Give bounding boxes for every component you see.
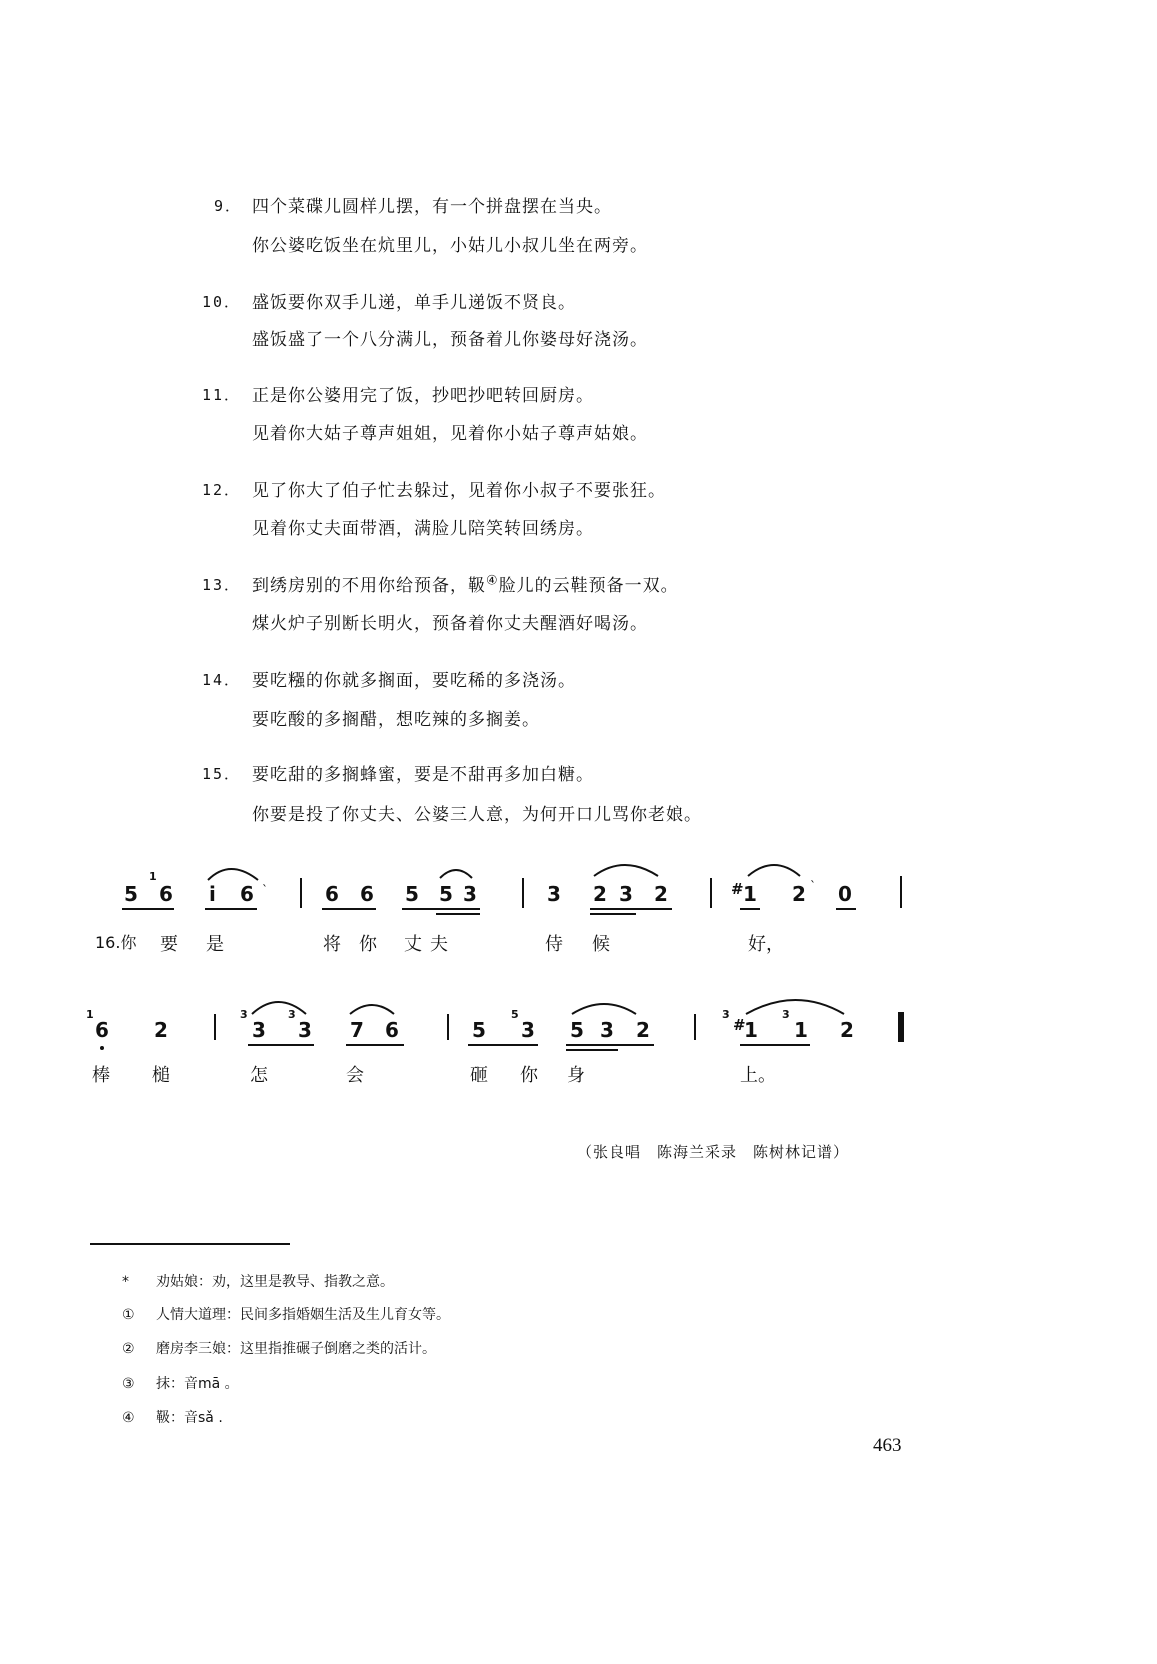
note: 6: [95, 1018, 109, 1042]
underline: [566, 1049, 618, 1051]
underline: [248, 1044, 314, 1046]
barline: [300, 878, 302, 908]
lyric: 上。: [740, 1065, 776, 1086]
note: 1: [744, 1018, 758, 1042]
barline: [447, 1014, 449, 1040]
lyric: 将: [323, 934, 341, 955]
lyric: 棒: [92, 1065, 110, 1086]
underline: [205, 908, 257, 910]
footnote-text: 靸：音sǎ .: [156, 1410, 223, 1426]
verse-line: 煤火炉子别断长明火，预备着你丈夫醒酒好喝汤。: [252, 614, 648, 634]
lyric: 砸: [470, 1065, 488, 1086]
lyric: 候: [592, 934, 610, 955]
underline: [402, 908, 480, 910]
verse-line: 盛饭盛了一个八分满儿，预备着儿你婆母好浇汤。: [252, 330, 648, 350]
footnote-rule: [90, 1243, 290, 1245]
note: 3: [463, 882, 477, 906]
barline: [710, 878, 712, 908]
verse-line: 盛饭要你双手儿递，单手儿递饭不贤良。: [252, 293, 576, 313]
underline: [346, 1044, 404, 1046]
underline: [122, 908, 174, 910]
footnote-marker: ①: [122, 1307, 135, 1323]
note: 2: [593, 882, 607, 906]
lyric: 要: [160, 934, 178, 955]
lyric: 是: [206, 934, 224, 955]
note: 2: [636, 1018, 650, 1042]
underline: [566, 1044, 654, 1046]
lower-octave-dot: [100, 1046, 104, 1050]
footnote: [122, 1271, 394, 1291]
underline: [468, 1044, 538, 1046]
sharp-sign: #: [731, 880, 744, 898]
svg-text:`: `: [262, 883, 268, 897]
grace-note: 3: [782, 1008, 790, 1021]
footnote-marker: ④: [122, 1410, 135, 1426]
lyric: 身: [567, 1065, 585, 1086]
note: i: [209, 882, 216, 906]
footnote: [122, 1373, 239, 1393]
note: 6: [240, 882, 254, 906]
footnote-text: 人情大道理：民间多指婚姻生活及生儿育女等。: [156, 1307, 450, 1323]
note: 2: [154, 1018, 168, 1042]
lyric: 怎: [250, 1065, 268, 1086]
underline: [740, 908, 760, 910]
barline: [214, 1014, 216, 1040]
grace-note: 3: [288, 1008, 296, 1021]
note: 2: [792, 882, 806, 906]
note: 0: [838, 882, 852, 906]
verse-line: 见着你丈夫面带酒，满脸儿陪笑转回绣房。: [252, 519, 594, 539]
footnote-text: 抹：音mā 。: [156, 1376, 239, 1392]
verse-line: 见了你大了伯子忙去躲过，见着你小叔子不要张狂。: [252, 481, 666, 501]
verse-line: 正是你公婆用完了饭，抄吧抄吧转回厨房。: [252, 386, 594, 406]
lyric: 槌: [152, 1065, 170, 1086]
note: 3: [600, 1018, 614, 1042]
verse-number: 10．: [202, 293, 242, 311]
final-barline: [898, 1012, 904, 1042]
page-number: 463: [873, 1435, 902, 1456]
lyric: 你: [520, 1065, 538, 1086]
verse-line: 你要是投了你丈夫、公婆三人意，为何开口儿骂你老娘。: [252, 805, 702, 825]
lyric: 好，: [748, 934, 784, 955]
underline: [836, 908, 856, 910]
verse-line: 要吃酸的多搁醋，想吃辣的多搁姜。: [252, 710, 540, 730]
underline: [322, 908, 376, 910]
grace-note: 1: [86, 1008, 94, 1021]
note: 3: [619, 882, 633, 906]
note: 5: [570, 1018, 584, 1042]
note: 2: [654, 882, 668, 906]
note: 3: [521, 1018, 535, 1042]
footnote-text: 劝姑娘：劝，这里是教导、指教之意。: [156, 1274, 394, 1290]
note: 6: [159, 882, 173, 906]
note: 5: [472, 1018, 486, 1042]
underline: [590, 913, 636, 915]
grace-note: 3: [722, 1008, 730, 1021]
barline: [900, 876, 902, 908]
verse-line: 要吃糨的你就多搁面，要吃稀的多浇汤。: [252, 671, 576, 691]
note: 3: [252, 1018, 266, 1042]
underline: [740, 1044, 810, 1046]
note: 6: [360, 882, 374, 906]
footnote-marker: *: [122, 1274, 129, 1290]
note: 2: [840, 1018, 854, 1042]
verse-line: 四个菜碟儿圆样儿摆，有一个拼盘摆在当央。: [252, 197, 612, 217]
note: 1: [794, 1018, 808, 1042]
verse-number: 11．: [202, 386, 242, 404]
note: 5: [124, 882, 138, 906]
grace-note: 5: [511, 1008, 519, 1021]
svg-text:`: `: [810, 879, 816, 893]
verse-line: 要吃甜的多搁蜂蜜，要是不甜再多加白糖。: [252, 765, 594, 785]
grace-note: 1: [149, 870, 157, 883]
lyric: 侍: [545, 934, 563, 955]
footnote-marker: ②: [122, 1341, 135, 1357]
underline: [590, 908, 672, 910]
note: 3: [547, 882, 561, 906]
barline: [522, 878, 524, 908]
verse-line: 你公婆吃饭坐在炕里儿，小姑儿小叔儿坐在两旁。: [252, 236, 648, 256]
note: 6: [325, 882, 339, 906]
verse-number: 15．: [202, 765, 242, 783]
verse-line: 见着你大姑子尊声姐姐，见着你小姑子尊声姑娘。: [252, 424, 648, 444]
verse-number: 12．: [202, 481, 242, 499]
footnote-marker: ③: [122, 1376, 135, 1392]
footnote-ref: ④: [486, 573, 499, 589]
note: 6: [385, 1018, 399, 1042]
lyric: 会: [346, 1065, 364, 1086]
note: 3: [298, 1018, 312, 1042]
footnote: [122, 1407, 223, 1427]
sharp-sign: #: [733, 1016, 746, 1034]
grace-note: 3: [240, 1008, 248, 1021]
footnote-text: 磨房李三娘：这里指推碾子倒磨之类的活计。: [156, 1341, 436, 1357]
verse-number: 14．: [202, 671, 242, 689]
note: 7: [350, 1018, 364, 1042]
lyric: 你: [359, 934, 377, 955]
lyric: 16.你: [95, 933, 137, 952]
underline: [436, 913, 480, 915]
footnote: [122, 1304, 450, 1324]
note: 1: [743, 882, 757, 906]
recording-credit: （张良唱 陈海兰采录 陈树林记谱）: [577, 1143, 850, 1161]
footnote: [122, 1338, 436, 1358]
note: 5: [405, 882, 419, 906]
verse-line-part: 脸儿的云鞋预备一双。: [498, 576, 679, 596]
verse-line-part: 到绣房别的不用你给预备，靸: [252, 576, 486, 596]
lyric: 丈夫: [404, 934, 456, 955]
verse-number: 13．: [202, 576, 242, 594]
verse-number: 9．: [214, 197, 243, 215]
verse-line: [252, 571, 679, 596]
note: 5: [439, 882, 453, 906]
barline: [694, 1014, 696, 1040]
